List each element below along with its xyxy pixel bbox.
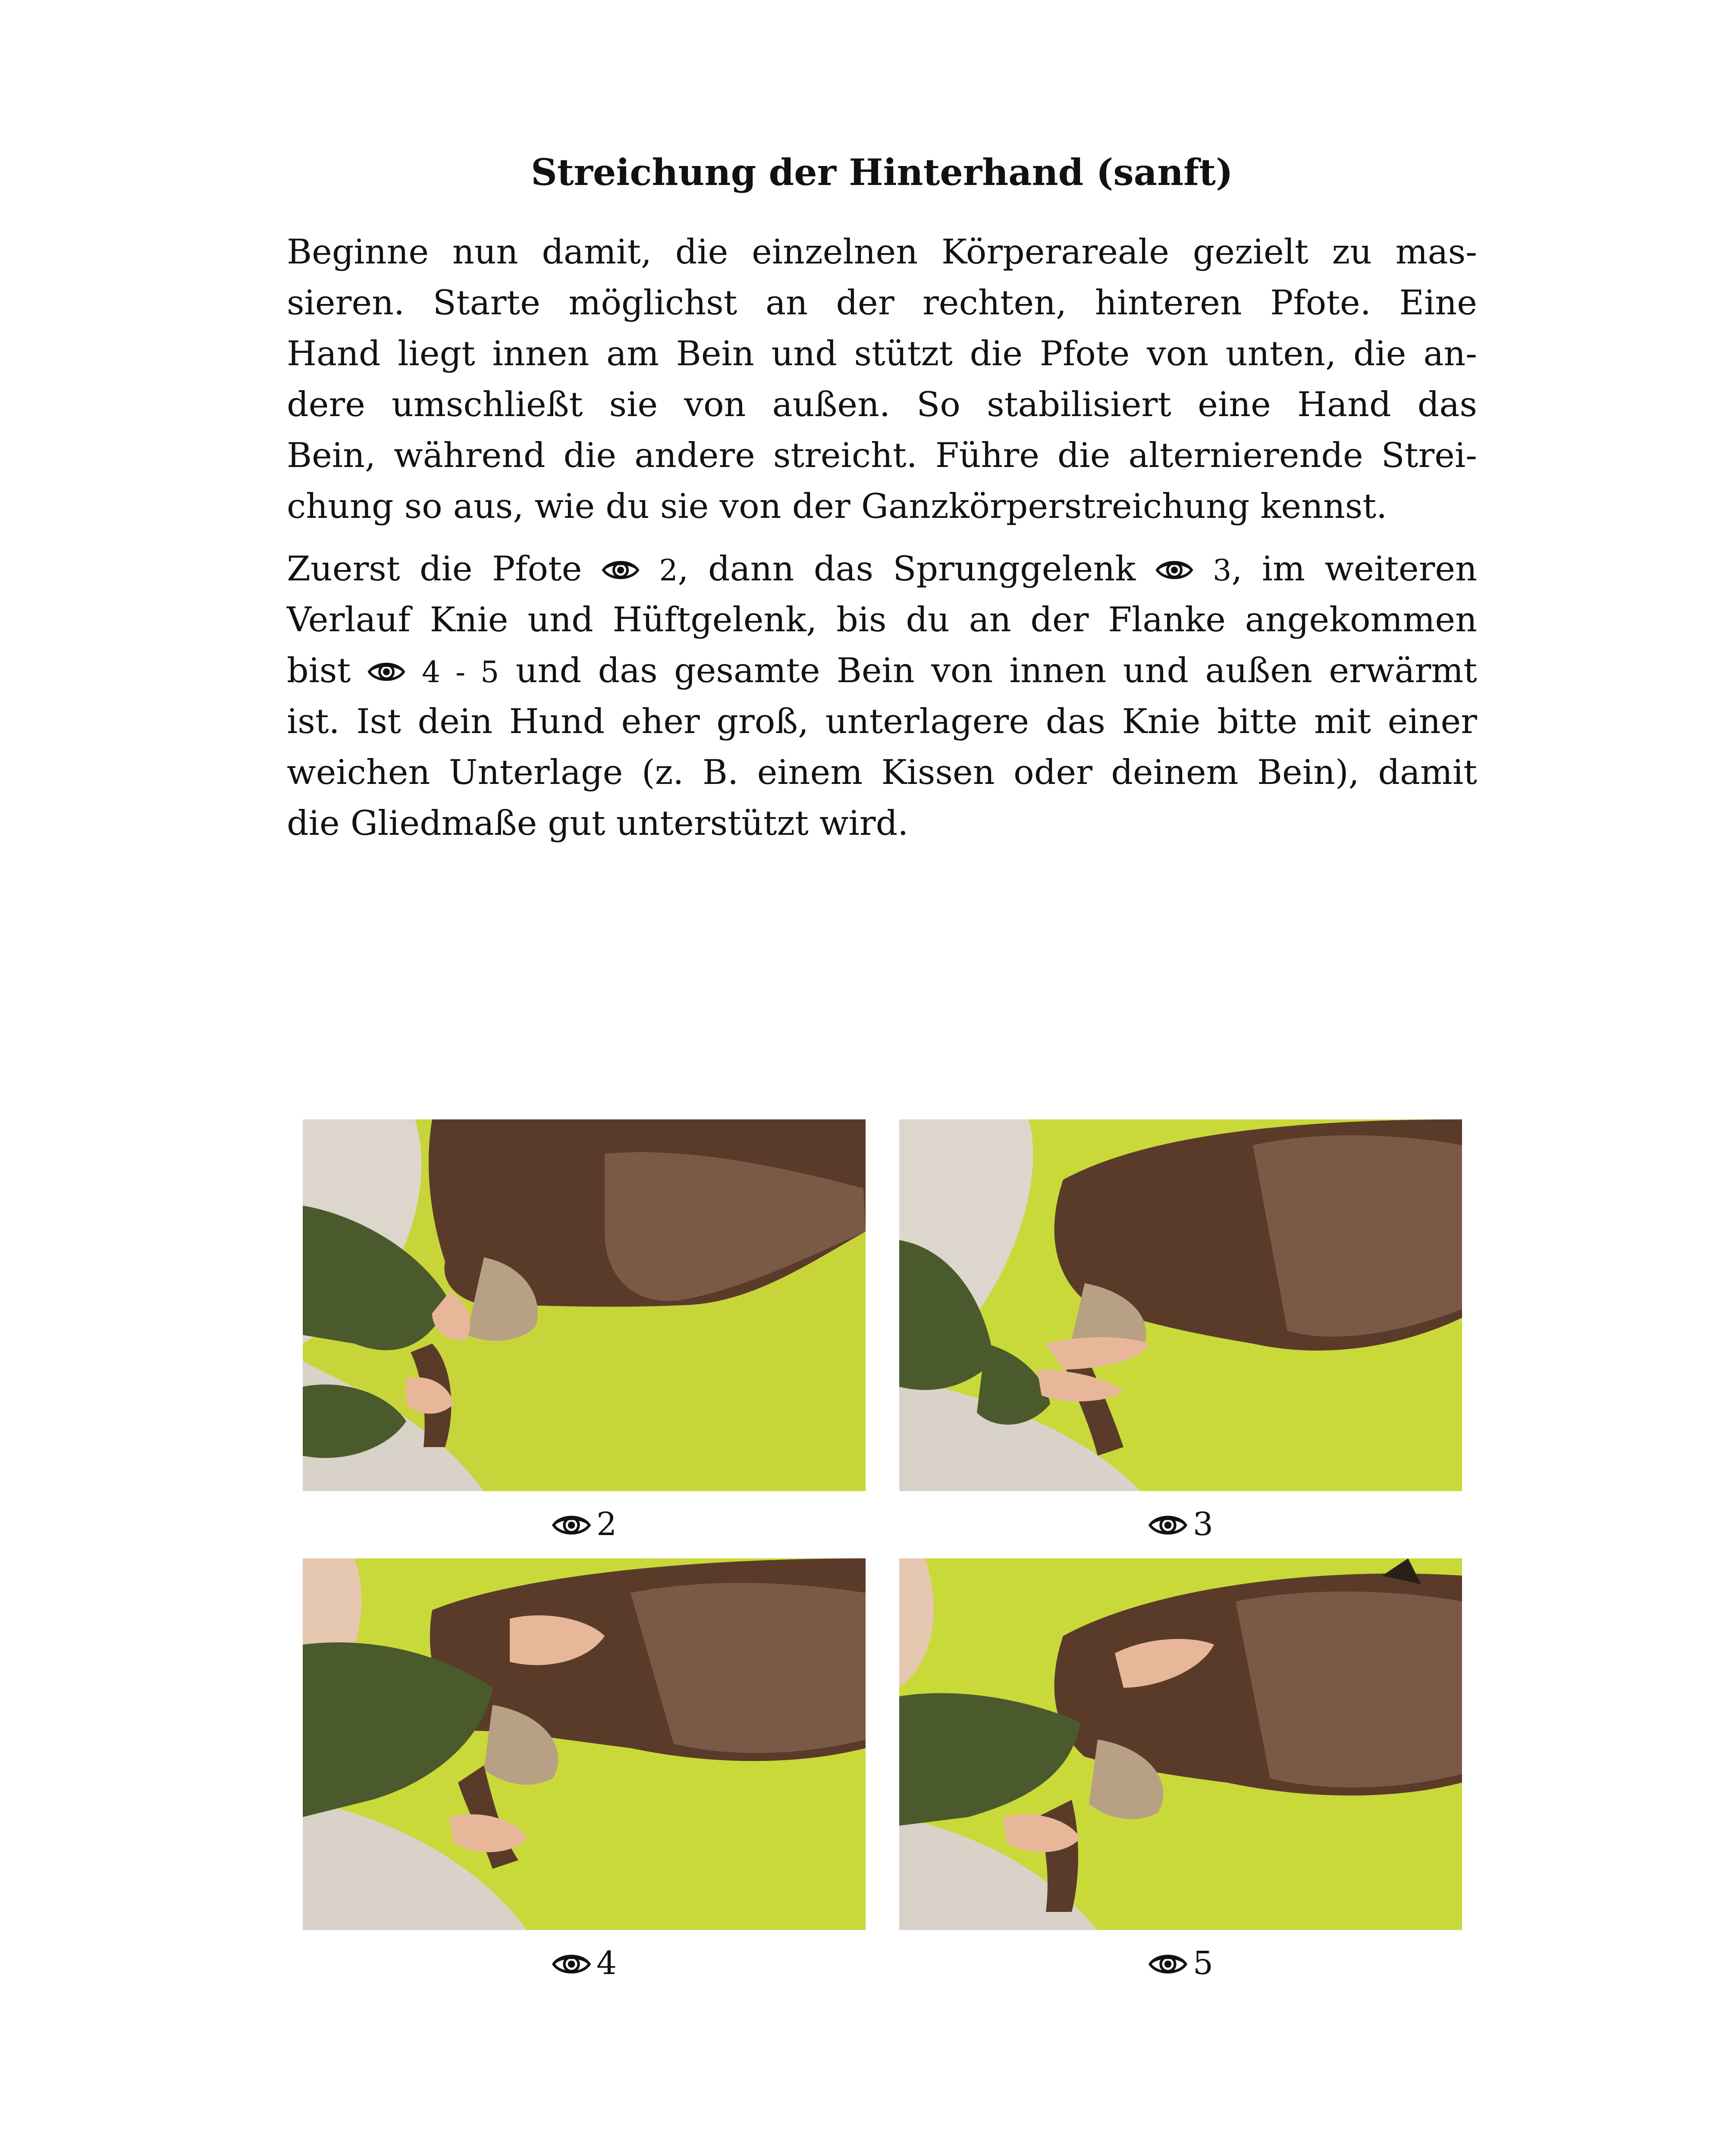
- photo-illustration: [899, 1119, 1462, 1491]
- text-run: , dann das Sprunggelenk: [678, 549, 1136, 589]
- paragraph-line: sieren. Starte möglichst an der rechten, hinteren Pfote. Eine: [287, 283, 1477, 323]
- photo-caption: [303, 1942, 866, 1985]
- paragraph-line: Hand liegt innen am Bein und stützt die Pfote von unten, die an-: [287, 334, 1477, 373]
- paragraph-line: [287, 543, 1477, 594]
- text-run: , im weiteren: [1231, 549, 1478, 589]
- photo-illustration: [303, 1119, 866, 1491]
- figure-reference: 4 - 5: [421, 655, 499, 689]
- figure-reference: 2: [659, 554, 678, 588]
- massage-photo-flank: [899, 1558, 1462, 1930]
- photo-caption: [899, 1942, 1462, 1985]
- caption-number: 2: [596, 1506, 617, 1543]
- figure-reference: 3: [1213, 554, 1232, 588]
- text-run: und das gesamte Bein von innen und außen erwärmt: [499, 651, 1477, 690]
- paragraph-line: weichen Unterlage (z. B. einem Kissen oder deinem Bein), damit: [287, 752, 1477, 792]
- photo-illustration: [303, 1558, 866, 1930]
- paragraph-line: dere umschließt sie von außen. So stabilisiert eine Hand das: [287, 385, 1477, 424]
- paragraph-line: Bein, während die andere streicht. Führe die alternierende Strei-: [287, 436, 1477, 475]
- paragraph-intro: [287, 226, 1477, 532]
- eye-icon: [1155, 558, 1193, 582]
- paragraph-line: Beginne nun damit, die einzelnen Körperareale gezielt zu mas-: [287, 232, 1477, 272]
- text-run: Zuerst die Pfote: [287, 549, 582, 589]
- caption-number: 3: [1192, 1506, 1214, 1543]
- photo-caption: [899, 1503, 1462, 1546]
- paragraph-line: die Gliedmaße gut unterstützt wird.: [287, 803, 909, 843]
- eye-icon: [552, 1513, 591, 1538]
- paragraph-line: [287, 645, 1477, 696]
- massage-photo-hock: [899, 1119, 1462, 1491]
- eye-icon: [552, 1952, 591, 1977]
- caption-number: 5: [1192, 1945, 1214, 1982]
- eye-icon: [367, 660, 405, 684]
- paragraph-steps: [287, 543, 1477, 849]
- photo-caption: [303, 1503, 866, 1546]
- section-heading: Streichung der Hinterhand (sanft): [531, 151, 1233, 194]
- massage-photo-knee: [303, 1558, 866, 1930]
- massage-photo-paw: [303, 1119, 866, 1491]
- caption-number: 4: [596, 1945, 617, 1982]
- text-run: bist: [287, 651, 351, 690]
- eye-icon: [602, 558, 640, 582]
- paragraph-line: Verlauf Knie und Hüftgelenk, bis du an der Flanke angekommen: [287, 600, 1477, 639]
- eye-icon: [1148, 1952, 1188, 1977]
- eye-icon: [1148, 1513, 1188, 1538]
- paragraph-line: chung so aus, wie du sie von der Ganzkörperstreichung kennst.: [287, 486, 1387, 526]
- paragraph-line: ist. Ist dein Hund eher groß, unterlagere das Knie bitte mit einer: [287, 702, 1477, 741]
- photo-illustration: [899, 1558, 1462, 1930]
